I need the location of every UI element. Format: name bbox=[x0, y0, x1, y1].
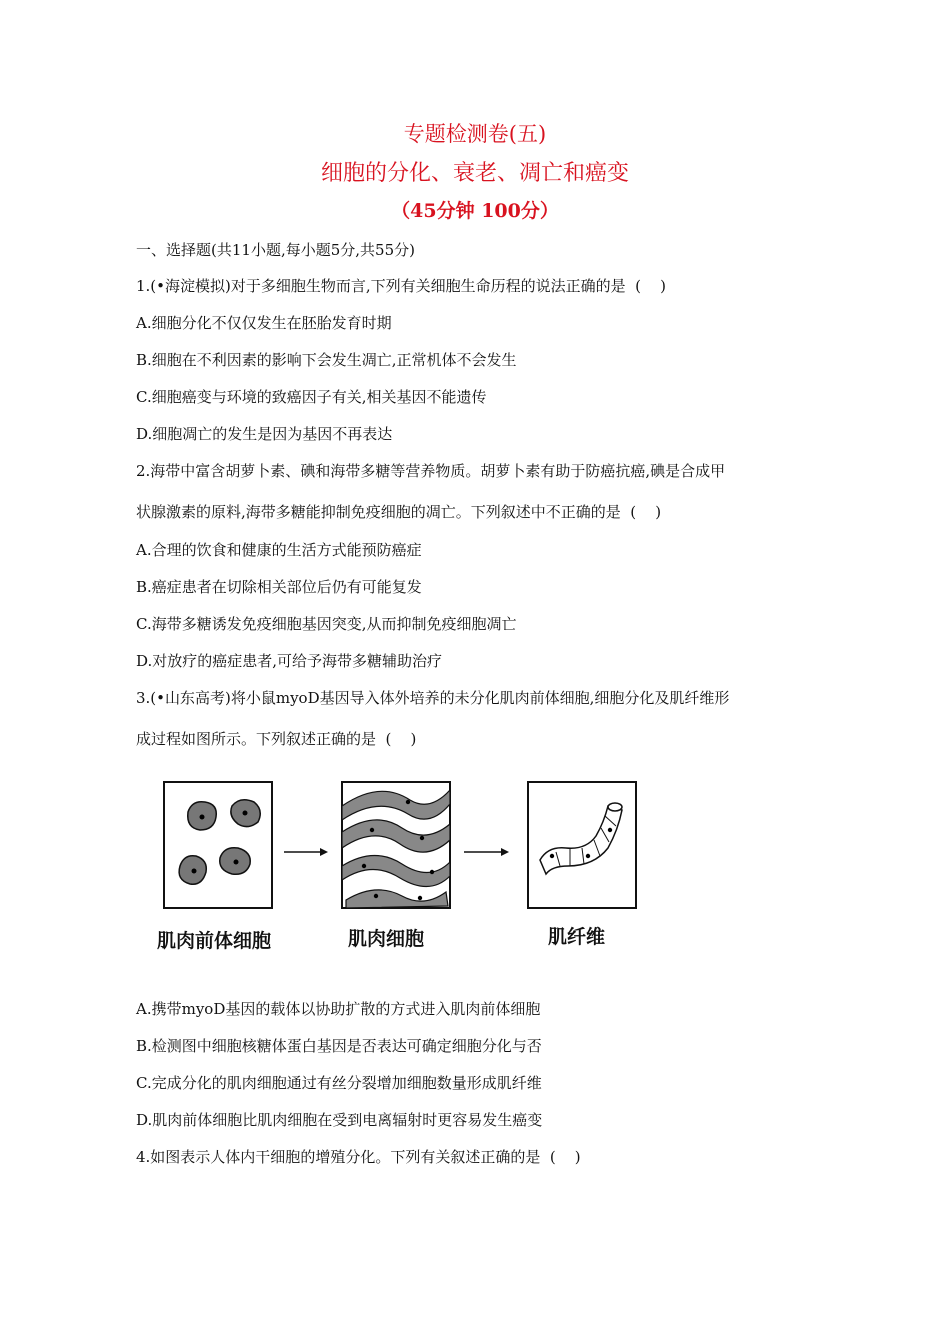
label-muscle-cells: 肌肉细胞 bbox=[348, 928, 425, 950]
q2-stem-line2: 状腺激素的原料,海带多糖能抑制免疫细胞的凋亡。下列叙述中不正确的是 ( ) bbox=[136, 503, 662, 521]
q3-stem-line1: 3.(•山东高考)将小鼠myoD基因导入体外培养的未分化肌肉前体细胞,细胞分化及肌纤维形 bbox=[136, 689, 730, 707]
section-heading: 一、选择题(共11小题,每小题5分,共55分) bbox=[136, 241, 415, 259]
label-muscle-fiber: 肌纤维 bbox=[548, 926, 606, 948]
q3-stem-line2: 成过程如图所示。下列叙述正确的是 ( ) bbox=[136, 730, 417, 748]
label-precursor-cells: 肌肉前体细胞 bbox=[157, 930, 272, 952]
page-title: 专题检测卷(五) bbox=[403, 122, 547, 146]
arrow-1 bbox=[284, 848, 328, 856]
q2-option-b: B.癌症患者在切除相关部位后仍有可能复发 bbox=[136, 578, 422, 596]
q1-option-b: B.细胞在不利因素的影响下会发生凋亡,正常机体不会发生 bbox=[136, 351, 517, 369]
q4-stem: 4.如图表示人体内干细胞的增殖分化。下列有关叙述正确的是 ( ) bbox=[136, 1148, 581, 1166]
q1-option-d: D.细胞凋亡的发生是因为基因不再表达 bbox=[136, 425, 393, 443]
precursor-cells-panel bbox=[164, 782, 272, 908]
q1-option-a: A.细胞分化不仅仅发生在胚胎发育时期 bbox=[136, 314, 392, 332]
arrow-2 bbox=[464, 848, 509, 856]
q2-stem-line1: 2.海带中富含胡萝卜素、碘和海带多糖等营养物质。胡萝卜素有助于防癌抗癌,碘是合成甲 bbox=[136, 462, 726, 480]
q3-option-b: B.检测图中细胞核糖体蛋白基因是否表达可确定细胞分化与否 bbox=[136, 1037, 542, 1055]
time-score: （45分钟 100分） bbox=[391, 200, 559, 222]
q3-option-a: A.携带myoD基因的载体以协助扩散的方式进入肌肉前体细胞 bbox=[136, 1000, 541, 1018]
q1-option-c: C.细胞癌变与环境的致癌因子有关,相关基因不能遗传 bbox=[136, 388, 487, 406]
muscle-cells-panel bbox=[342, 782, 450, 908]
q3-option-d: D.肌肉前体细胞比肌肉细胞在受到电离辐射时更容易发生癌变 bbox=[136, 1111, 543, 1129]
q3-option-c: C.完成分化的肌肉细胞通过有丝分裂增加细胞数量形成肌纤维 bbox=[136, 1074, 542, 1092]
page-subtitle: 细胞的分化、衰老、凋亡和癌变 bbox=[320, 161, 629, 186]
muscle-fiber-panel bbox=[528, 782, 636, 908]
q2-option-a: A.合理的饮食和健康的生活方式能预防癌症 bbox=[136, 541, 422, 559]
q2-option-c: C.海带多糖诱发免疫细胞基因突变,从而抑制免疫细胞凋亡 bbox=[136, 615, 517, 633]
q2-option-d: D.对放疗的癌症患者,可给予海带多糖辅助治疗 bbox=[136, 652, 443, 670]
q1-stem: 1.(•海淀模拟)对于多细胞生物而言,下列有关细胞生命历程的说法正确的是 ( ) bbox=[136, 277, 666, 295]
